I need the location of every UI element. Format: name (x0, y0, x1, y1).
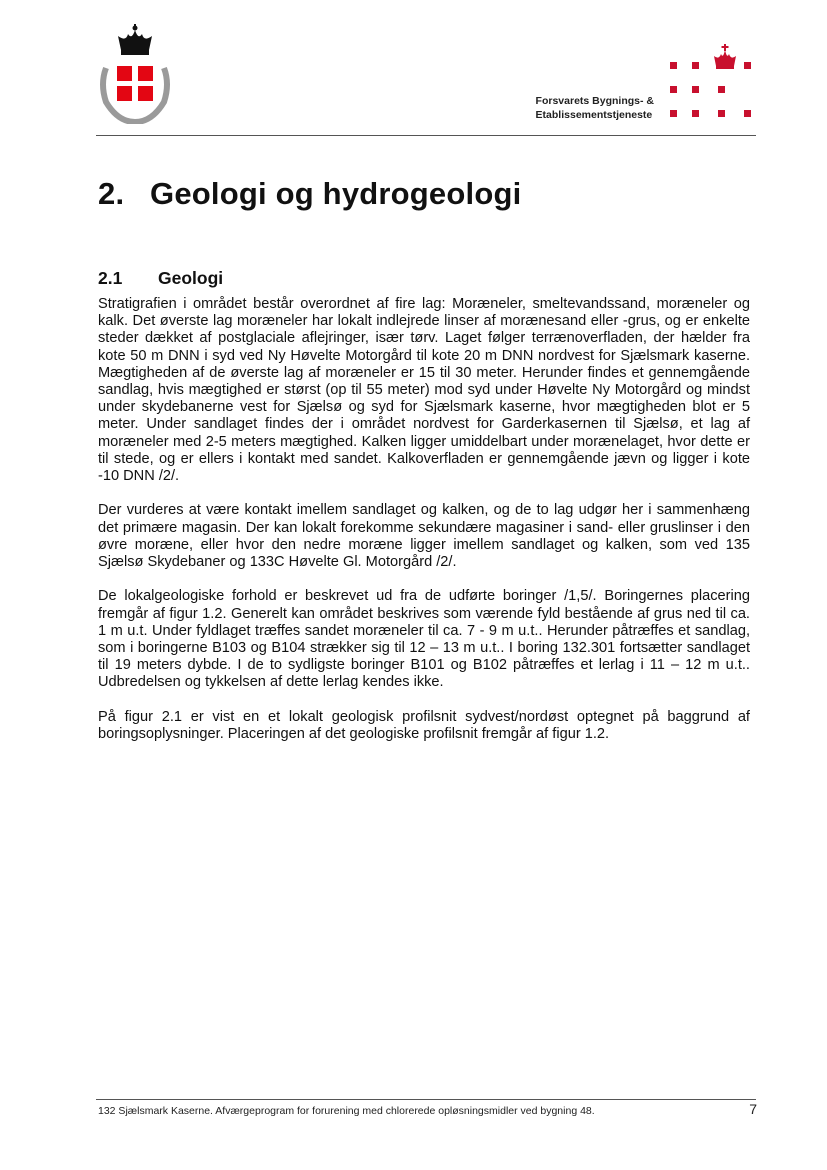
paragraph: Stratigrafien i området består overordnet af fire lag: Moræneler, smeltevandssand, moræneler og kalk. Det øverste lag moræneler har lokalt indlejrede linser af morænesand eller -grus, og er enkelte steder dækket af postglaciale aflejringer, især tørv. Laget følger terrænoverfladen, der hælder fra kote 50 m DNN i syd ved Ny Høvelte Motorgård til kote 20 m DNN nordvest for Sjælsmark kaserne. Mægtigheden af de øverste lag af moræneler er 15 til 30 meter. Herunder findes et gennemgående sandlag, hvis mægtighed er størst (op til 55 meter) mod syd under Høvelte Ny Motorgård og mindst under skydebanerne vest for Sjælsø og syd for Sjælsmark kaserne, hvor mægtigheden blot er 5 meter. Under sandlaget findes der i området nordvest for Garderkasernen til Sjælsø, et lag af moræneler med 2-5 meters mægtighed. Kalken ligger umiddelbart under morænelaget, hvor dette er til stede, og er ellers i kontakt med sandet. Kalkoverfladen er gennemgående jævn og ligger i kote -10 DNN /2/. (98, 296, 750, 485)
header-divider (96, 135, 756, 136)
paragraph: På figur 2.1 er vist en et lokalt geologisk profilsnit sydvest/nordøst optegnet på baggrund af boringsoplysninger. Placeringen af det geologiske profilsnit fremgår af figur 1.2. (98, 708, 750, 743)
page-header (96, 24, 756, 136)
footer-text: 132 Sjælsmark Kaserne. Afværgeprogram for forurening med chlorerede opløsningsmidler ved bygning 48. (98, 1105, 595, 1117)
section-number: 2.1 (98, 268, 123, 288)
organization-name-line1: Forsvarets Bygnings- & (535, 95, 654, 107)
chapter-title: Geologi og hydrogeologi (150, 176, 522, 211)
crown-grid-emblem-icon (664, 32, 756, 124)
chapter-heading (98, 176, 758, 212)
footer-divider (96, 1099, 756, 1100)
paragraph: De lokalgeologiske forhold er beskrevet ud fra de udførte boringer /1,5/. Boringernes placering fremgår af figur 1.2. Generelt kan området beskrives som værende fyld bestående af grus ned til ca. 1 m u.t. Under fyldlaget træffes sandet moræneler til ca. 7 - 9 m u.t.. Herunder påtræffes et sandlag, som i boringerne B103 og B104 strækker sig til 12 – 13 m u.t.. I boring 132.301 fortsætter sandlaget til 19 meters dybde. I de to sydligste boringer B101 og B102 påtræffes et lerlag i 11 – 12 m u.t.. Udbredelsen og tykkelsen af dette lerlag kendes ikke. (98, 588, 750, 691)
chapter-number: 2. (98, 176, 125, 211)
body-text (98, 296, 750, 760)
organization-name-line2: Etablissementstjeneste (535, 109, 653, 121)
paragraph: Der vurderes at være kontakt imellem sandlaget og kalken, og de to lag udgør her i sammenhæng det primære magasin. Der kan lokalt forekomme sekundære magasiner i sand- eller gruslinser i den øvre moræne, eller hvor den nedre moræne ligger imellem sandlaget og kalken, som ved 135 Sjælsø Skydebaner og 133C Høvelte Gl. Motorgård /2/. (98, 502, 750, 571)
organization-name (536, 94, 654, 122)
section-title: Geologi (158, 268, 224, 288)
section-heading (98, 268, 223, 289)
crown-cross-emblem-icon (96, 24, 174, 124)
page-number: 7 (749, 1101, 757, 1117)
